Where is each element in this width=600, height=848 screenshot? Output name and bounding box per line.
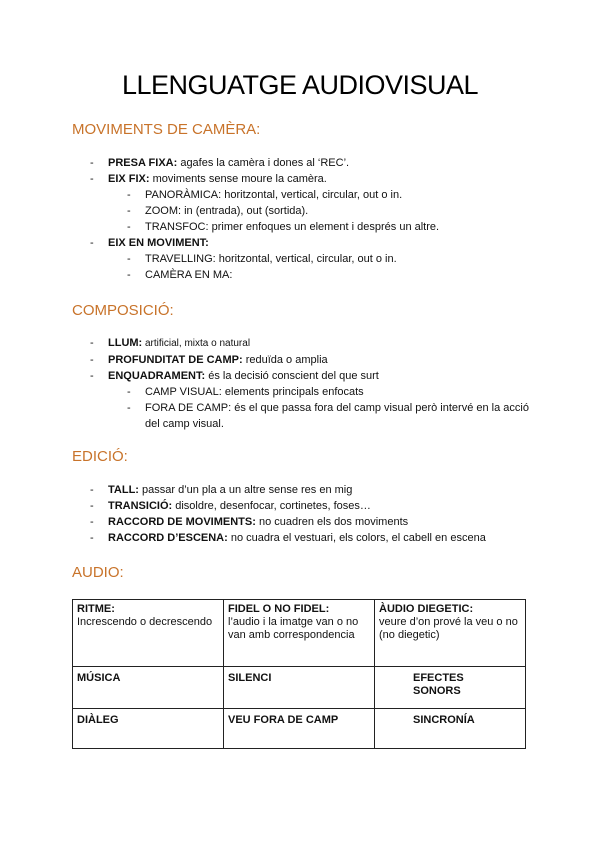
list-item <box>90 368 530 432</box>
section-title-edicio: EDICIÓ: <box>72 448 128 465</box>
section-title-moviments: MOVIMENTS DE CAMÈRA: <box>72 121 261 138</box>
list-item <box>90 235 530 283</box>
list-edicio <box>90 482 530 546</box>
audio-table <box>72 599 526 749</box>
sublist <box>108 251 530 283</box>
sublist-item: - CAMÈRA EN MA: <box>127 267 530 283</box>
table-cell <box>224 709 375 749</box>
table-row <box>73 600 526 667</box>
list-moviments <box>90 155 530 283</box>
cell-heading: RITME: <box>77 603 115 615</box>
page-title: LLENGUATGE AUDIOVISUAL <box>121 70 479 100</box>
sublist-item: - ZOOM: in (entrada), out (sortida). <box>127 203 530 219</box>
definition: artificial, mixta o natural <box>142 338 251 349</box>
table-cell <box>375 667 526 709</box>
section-title-audio: AUDIO: <box>72 564 124 581</box>
term: EIX EN MOVIMENT: <box>108 237 209 249</box>
definition: és la decisió conscient del que surt <box>205 370 379 382</box>
definition: reduïda o amplia <box>242 354 328 366</box>
cell-description: veure d’on prové la veu o no (no diegetic) <box>379 616 518 641</box>
table-cell <box>73 709 224 749</box>
term: RACCORD DE MOVIMENTS: <box>108 516 256 528</box>
definition: moviments sense moure la camèra. <box>149 173 327 185</box>
sublist <box>108 384 530 432</box>
list-composicio <box>90 335 530 432</box>
table-cell <box>224 667 375 709</box>
table-cell <box>375 600 526 667</box>
table-cell <box>73 600 224 667</box>
table-cell <box>375 709 526 749</box>
term: LLUM: <box>108 337 143 349</box>
sublist-item: - CAMP VISUAL: elements principals enfocats <box>127 384 530 400</box>
definition: no cuadren els dos moviments <box>255 516 409 528</box>
term: TALL: <box>108 484 139 496</box>
definition: agafes la camèra i dones al ‘REC’. <box>177 157 350 169</box>
list-item <box>90 335 530 352</box>
definition: disoldre, desenfocar, cortinetes, foses… <box>172 500 371 512</box>
term: EIX FIX: <box>108 173 150 185</box>
cell-description: Increscendo o decrescendo <box>77 616 213 628</box>
table-cell <box>73 667 224 709</box>
term: ENQUADRAMENT: <box>108 370 206 382</box>
list-item <box>90 530 530 546</box>
table-cell <box>224 600 375 667</box>
cell-heading: EFECTES SONORS <box>413 672 464 697</box>
list-item <box>90 498 530 514</box>
cell-heading: MÚSICA <box>77 672 121 684</box>
section-title-composicio: COMPOSICIÓ: <box>72 302 174 319</box>
sublist-item: - TRAVELLING: horitzontal, vertical, circular, out o in. <box>127 251 530 267</box>
list-item <box>90 352 530 368</box>
list-item <box>90 171 530 235</box>
table-row <box>73 667 526 709</box>
cell-description: l’audio i la imatge van o no van amb correspondencia <box>228 616 359 641</box>
definition: passar d’un pla a un altre sense res en mig <box>138 484 353 496</box>
table-row <box>73 709 526 749</box>
list-item <box>90 514 530 530</box>
cell-heading: FIDEL O NO FIDEL: <box>228 603 330 615</box>
term: TRANSICIÓ: <box>108 500 173 512</box>
definition: no cuadra el vestuari, els colors, el cabell en escena <box>227 532 486 544</box>
cell-heading: VEU FORA DE CAMP <box>228 714 339 726</box>
cell-heading: SINCRONÍA <box>413 714 475 726</box>
term: PRESA FIXA: <box>108 157 178 169</box>
cell-heading: ÀUDIO DIEGETIC: <box>379 603 474 615</box>
sublist-item: - TRANSFOC: primer enfoques un element i després un altre. <box>127 219 530 235</box>
cell-heading: SILENCI <box>228 672 272 684</box>
sublist-item: - FORA DE CAMP: és el que passa fora del camp visual però intervé en la acció del camp visual. <box>127 400 530 432</box>
term: RACCORD D’ESCENA: <box>108 532 228 544</box>
cell-heading: DIÀLEG <box>77 714 119 726</box>
sublist <box>108 187 530 235</box>
term: PROFUNDITAT DE CAMP: <box>108 354 243 366</box>
list-item <box>90 155 530 171</box>
list-item <box>90 482 530 498</box>
sublist-item: - PANORÀMICA: horitzontal, vertical, circular, out o in. <box>127 187 530 203</box>
